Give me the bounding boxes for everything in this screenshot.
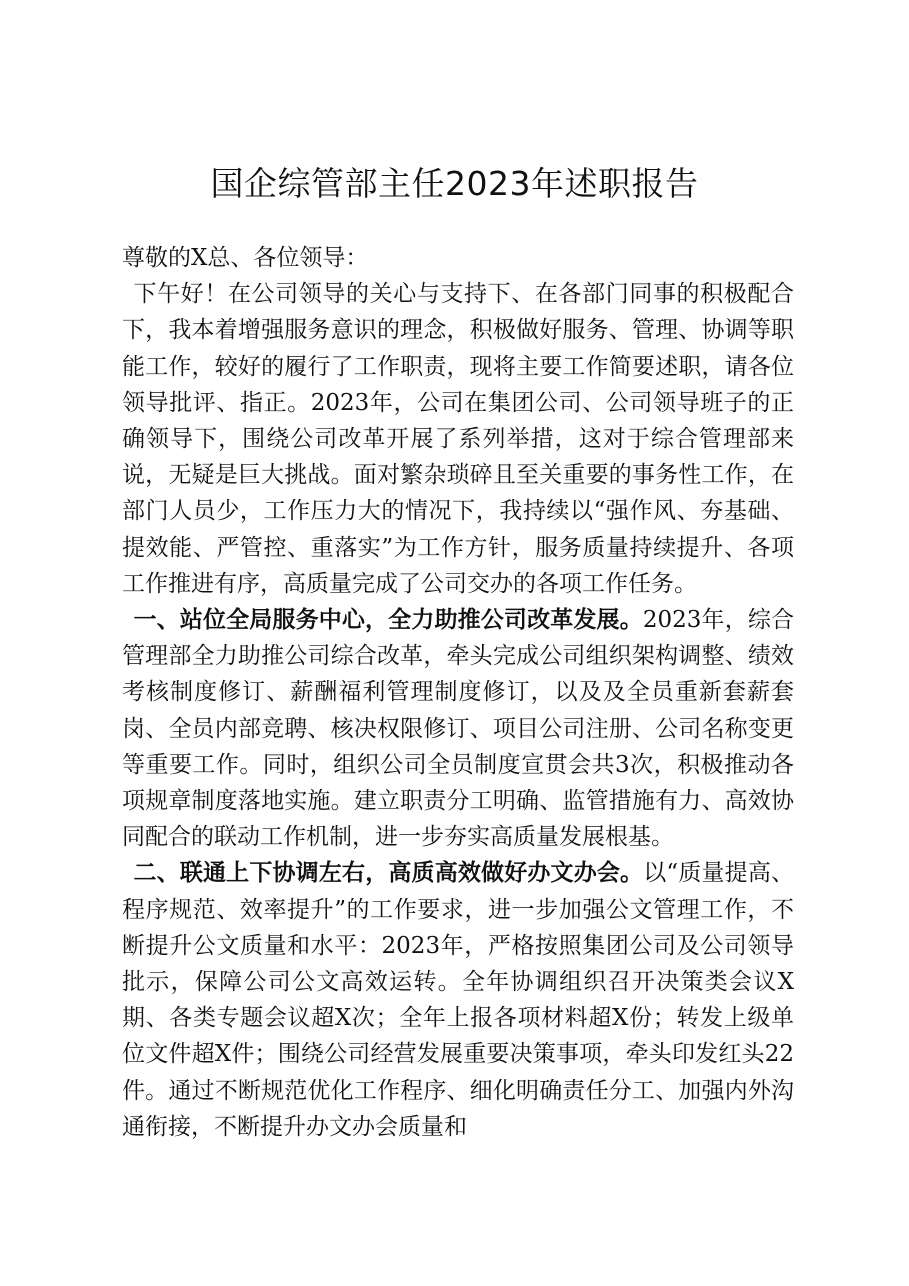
document-title: 国企综管部主任2023年述职报告: [210, 164, 699, 203]
section-heading-2: 二、联通上下协调左右，高质高效做好办文办会。: [133, 859, 644, 887]
section-text-2: 以“质量提高、程序规范、效率提升”的工作要求，进一步加强公文管理工作，不断提升公文质量和水平：2023年，严格按照集团公司及公司领导批示，保障公司公文高效运转。全年协调组织召开决策类会议X期、各类专题会议超X次；全年上报各项材料超X份；转发上级单位文件超X件；围绕公司经营发展重要决策事项，牵头印发红头22件。通过不断规范优化工作程序、细化明确责任分工、加强内外沟通衔接，不断提升办文办会质量和: [122, 860, 795, 1140]
section-heading-1: 一、站位全局服务中心，全力助推公司改革发展。: [133, 606, 643, 634]
section-paragraph-1: [122, 602, 794, 855]
document-body: [122, 240, 794, 1145]
section-text-1: 2023年，综合管理部全力助推公司综合改革，牵头完成公司组织架构调整、绩效考核制度修订、薪酬福利管理制度修订，以及及全员重新套薪套岗、全员内部竞聘、核决权限修订、项目公司注册、公司名称变更等重要工作。同时，组织公司全员制度宣贯会共3次，积极推动各项规章制度落地实施。建立职责分工明确、监管措施有力、高效协同配合的联动工作机制，进一步夯实高质量发展根基。: [122, 607, 795, 851]
salutation: 尊敬的X总、各位领导：: [122, 245, 369, 271]
section-paragraph-2: [122, 855, 794, 1145]
intro-paragraph: 下午好！在公司领导的关心与支持下、在各部门同事的积极配合下，我本着增强服务意识的理念，积极做好服务、管理、协调等职能工作，较好的履行了工作职责，现将主要工作简要述职，请各位领导批评、指正。2023年，公司在集团公司、公司领导班子的正确领导下，围绕公司改革开展了系列举措，这对于综合管理部来说，无疑是巨大挑战。面对繁杂琐碎且至关重要的事务性工作，在部门人员少，工作压力大的情况下，我持续以“强作风、夯基础、提效能、严管控、重落实”为工作方针，服务质量持续提升、各项工作推进有序，高质量完成了公司交办的各项工作任务。: [122, 281, 794, 597]
